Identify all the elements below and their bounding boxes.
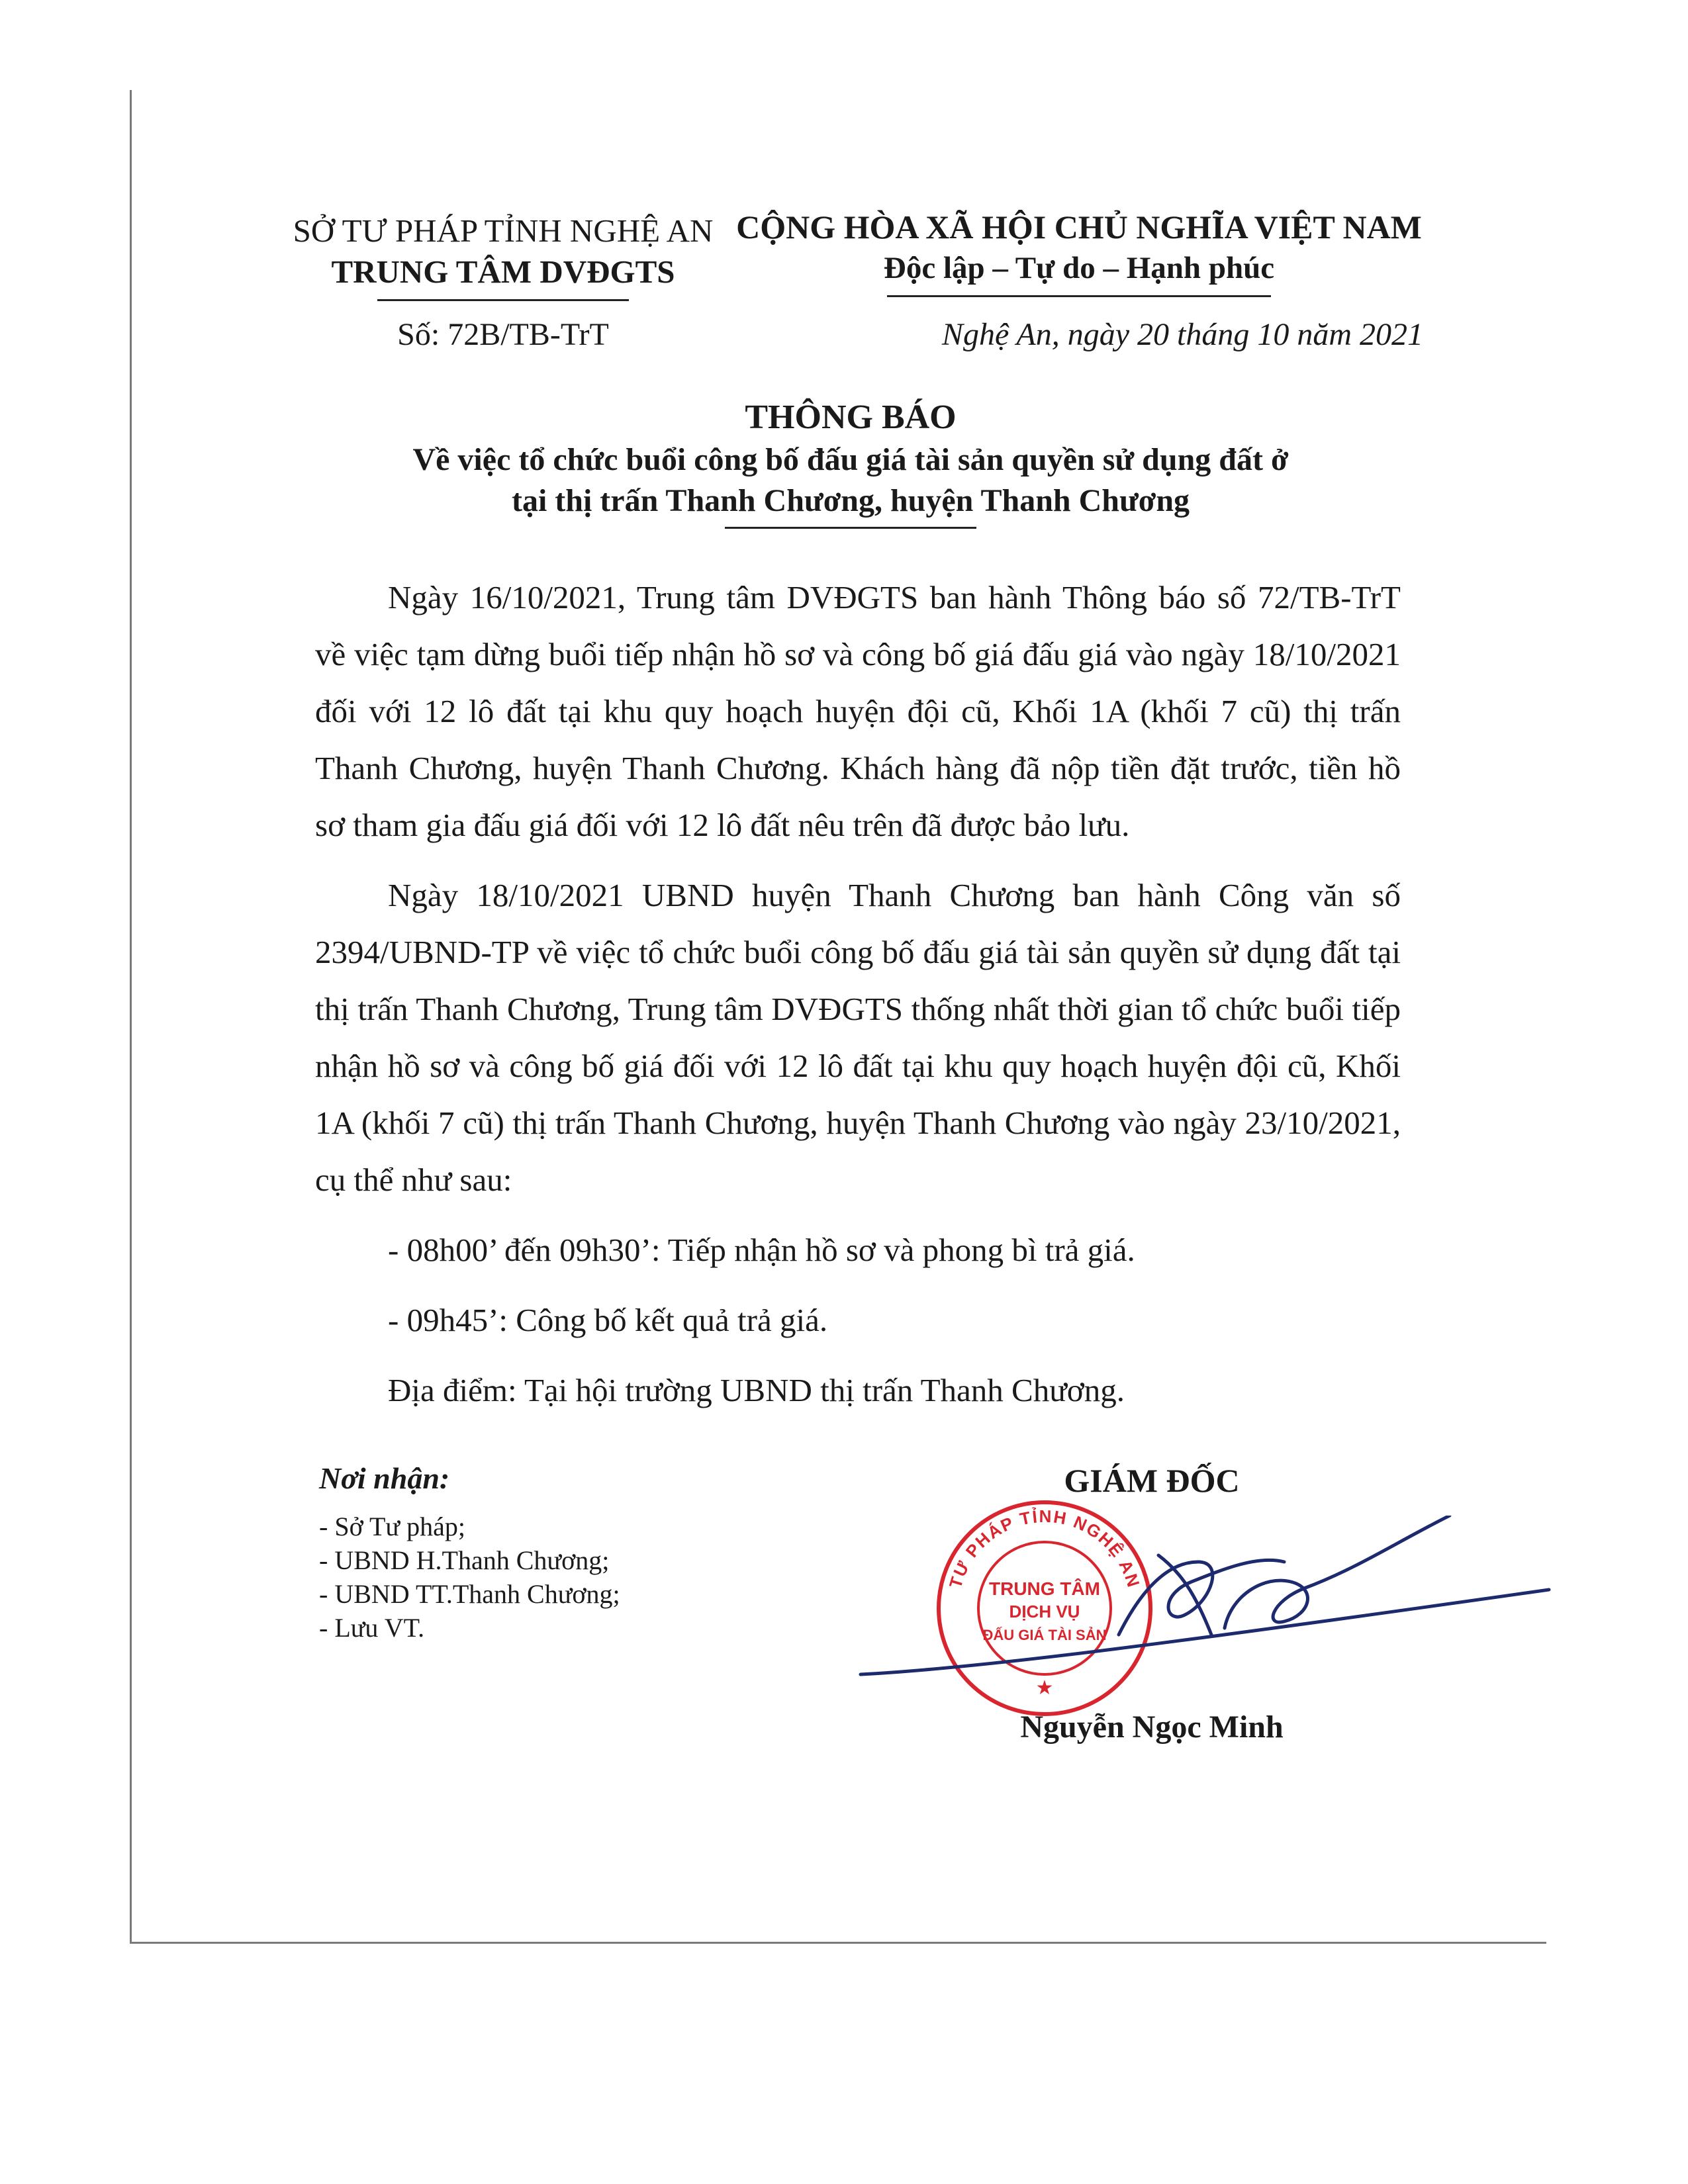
document-body xyxy=(315,569,1401,1432)
title-main: THÔNG BÁO xyxy=(745,398,957,436)
seal-center-line3: ĐẤU GIÁ TÀI SẢN xyxy=(982,1627,1107,1643)
seal-star-icon: ★ xyxy=(1035,1676,1054,1700)
body-paragraph-1: Ngày 16/10/2021, Trung tâm DVĐGTS ban hành Thông báo số 72/TB-TrT về việc tạm dừng buổi tiếp nhận hồ sơ và công bố giá đấu giá vào ngày 18/10/2021 đối với 12 lô đất tại khu quy hoạch huyện đội cũ, Khối 1A (khối 7 cũ) thị trấn Thanh Chương, huyện Thanh Chương. Khách hàng đã nộp tiền đặt trước, tiền hồ sơ tham gia đấu giá đối với 12 lô đất nêu trên đã được bảo lưu. xyxy=(315,579,1401,843)
title-subtitle-line1: Về việc tổ chức buổi công bố đấu giá tài sản quyền sử dụng đất ở xyxy=(412,442,1289,477)
location-line: Địa điểm: Tại hội trường UBND thị trấn Thanh Chương. xyxy=(388,1372,1125,1408)
national-motto: Độc lập – Tự do – Hạnh phúc xyxy=(883,251,1275,285)
handwritten-signature xyxy=(854,1516,1556,1701)
document-date: Nghệ An, ngày 20 tháng 10 năm 2021 xyxy=(941,317,1423,352)
page-border-left xyxy=(130,90,132,1943)
signature-stroke-loop-2 xyxy=(1225,1516,1450,1628)
national-header xyxy=(735,206,1423,297)
seal-center-line2: DỊCH VỤ xyxy=(1009,1602,1080,1621)
agency-underline xyxy=(377,299,629,301)
national-title: CỘNG HÒA XÃ HỘI CHỦ NGHĨA VIỆT NAM xyxy=(736,208,1422,246)
body-paragraph-2: Ngày 18/10/2021 UBND huyện Thanh Chương ban hành Công văn số 2394/UBND-TP về việc tổ chức buổi công bố đấu giá tài sản quyền sử dụng đất tại thị trấn Thanh Chương, Trung tâm DVĐGTS thống nhất thời gian tổ chức buổi tiếp nhận hồ sơ và công bố giá đối với 12 lô đất tại khu quy hoạch huyện đội cũ, Khối 1A (khối 7 cũ) thị trấn Thanh Chương, huyện Thanh Chương vào ngày 23/10/2021, cụ thể như sau: xyxy=(315,877,1401,1198)
agency-parent: SỞ TƯ PHÁP TỈNH NGHỆ AN xyxy=(293,212,714,249)
seal-ring-text: TƯ PHÁP TỈNH NGHỆ AN xyxy=(945,1506,1145,1591)
recipient-item: - UBND H.Thanh Chương; xyxy=(319,1545,610,1575)
seal-center-line1: TRUNG TÂM xyxy=(989,1578,1100,1599)
recipient-item: - UBND TT.Thanh Chương; xyxy=(319,1579,620,1609)
motto-underline xyxy=(887,295,1271,297)
agency-header xyxy=(265,210,741,301)
agency-name: TRUNG TÂM DVĐGTS xyxy=(331,253,675,290)
schedule-item-2: - 09h45’: Công bố kết quả trả giá. xyxy=(388,1302,828,1338)
page-border-bottom xyxy=(130,1942,1546,1944)
signature-stroke-loop-1 xyxy=(1119,1560,1284,1635)
title-underline xyxy=(725,527,976,529)
signer-title: GIÁM ĐỐC xyxy=(1064,1462,1240,1499)
document-title xyxy=(199,396,1503,529)
recipients-heading: Nơi nhận: xyxy=(319,1461,450,1495)
recipient-item: - Lưu VT. xyxy=(319,1613,425,1643)
recipients-block xyxy=(319,1461,796,1645)
signature-stroke-line xyxy=(861,1590,1549,1674)
title-subtitle-line2: tại thị trấn Thanh Chương, huyện Thanh Chương xyxy=(511,483,1190,518)
schedule-item-1: - 08h00’ đến 09h30’: Tiếp nhận hồ sơ và phong bì trả giá. xyxy=(388,1232,1135,1268)
signer-name: Nguyễn Ngọc Minh xyxy=(1020,1709,1284,1745)
recipient-item: - Sở Tư pháp; xyxy=(319,1512,465,1541)
signature-stroke-tick xyxy=(1158,1555,1211,1635)
document-number: Số: 72B/TB-TrT xyxy=(397,317,609,352)
